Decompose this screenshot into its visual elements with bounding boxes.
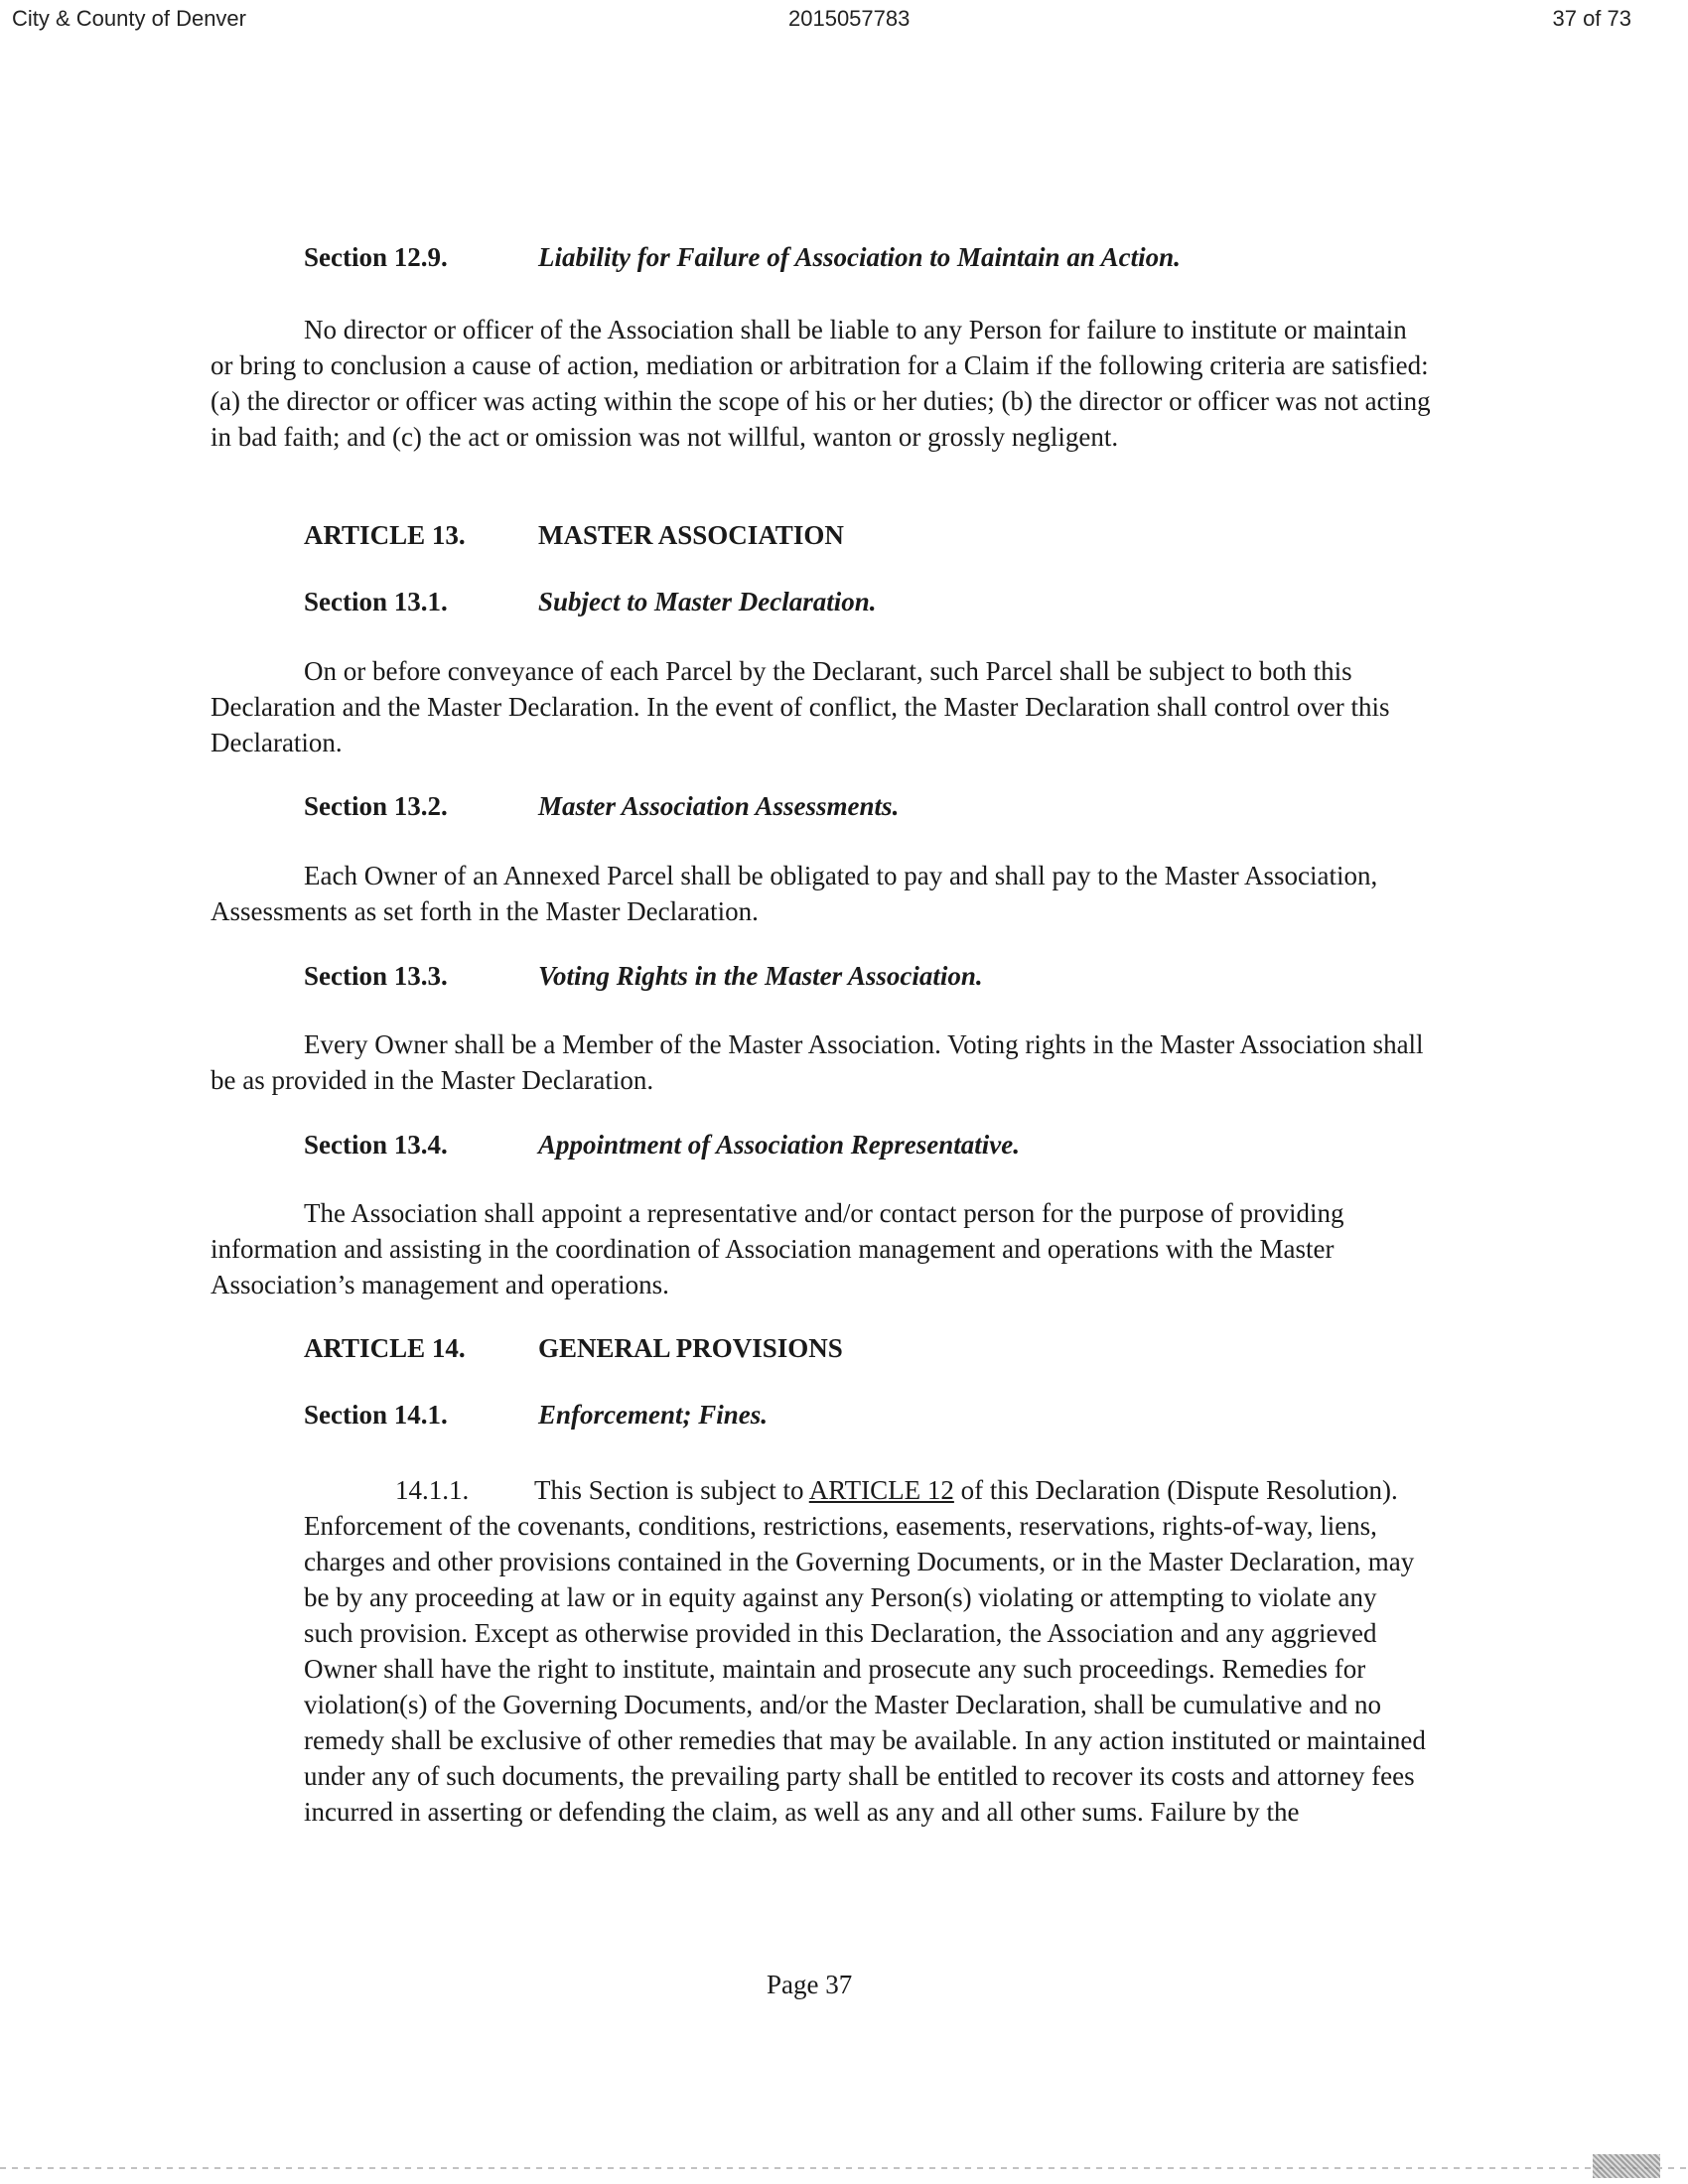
section-13-4-paragraph: The Association shall appoint a representative and/or contact person for the purpose of providing information and assisting in the coordination of Association management and operations with the Master Association’s management and operations. [211,1198,1344,1299]
article-title: GENERAL PROVISIONS [538,1333,843,1363]
section-12-9-paragraph: No director or officer of the Association shall be liable to any Person for failure to institute or maintain or bring to conclusion a cause of action, mediation or arbitration for a Claim if the following criteria are satisfied: (a) the director or officer was acting within the scope of his or her duties; (b) the director or officer was not acting in bad faith; and (c) the act or omission was not willful, wanton or grossly negligent. [211,315,1431,452]
article-number: ARTICLE 13. [304,520,466,550]
section-title: Voting Rights in the Master Association. [538,961,983,991]
article-number: ARTICLE 14. [304,1333,466,1363]
section-13-2-paragraph: Each Owner of an Annexed Parcel shall be obligated to pay and shall pay to the Master Association, Assessments as set forth in the Master Declaration. [211,861,1378,926]
section-number: Section 13.4. [304,1130,448,1160]
scan-artifact-line [0,2167,1688,2169]
subsection-text-after: of this Declaration (Dispute Resolution). Enforcement of the covenants, conditions, restrictions, easements, reservations, rights-of-way, liens, charges and other provisions contained in the Governing Documents, or in the Master Declaration, may be by any proceeding at law or in equity against any Person(s) violating or attempting to violate any such provision. Except as otherwise provided in this Declaration, the Association and any aggrieved Owner shall have the right to institute, maintain and prosecute any such proceedings. Remedies for violation(s) of the Governing Documents, and/or the Master Declaration, shall be cumulative and no remedy shall be exclusive of other remedies that may be available. In any action instituted or maintained under any of such documents, the prevailing party shall be entitled to recover its costs and attorney fees incurred in asserting or defending the claim, as well as any and all other sums. Failure by the [304,1475,1426,1827]
section-number: Section 13.2. [304,791,448,821]
section-number: Section 14.1. [304,1400,448,1430]
section-number: Section 13.1. [304,587,448,616]
section-13-4-heading [304,1130,1020,1160]
article-14-heading [304,1333,843,1364]
section-13-1-heading [304,587,877,617]
section-title: Subject to Master Declaration. [538,587,877,616]
section-14-1-heading [304,1400,768,1431]
section-13-2-heading [304,791,899,822]
section-13-1-paragraph: On or before conveyance of each Parcel by the Declarant, such Parcel shall be subject to both this Declaration and the Master Declaration. In the event of conflict, the Master Declaration shall control over this Declaration. [211,656,1390,757]
header-reception-number: 2015057783 [788,6,911,31]
header-jurisdiction: City & County of Denver [12,6,246,31]
article-12-cross-reference[interactable]: ARTICLE 12 [808,1475,954,1505]
section-title: Appointment of Association Representative. [538,1130,1021,1160]
section-title: Master Association Assessments. [538,791,900,821]
section-title: Enforcement; Fines. [538,1400,769,1430]
section-title: Liability for Failure of Association to Maintain an Action. [538,242,1181,272]
scan-artifact-patch [1593,2154,1660,2178]
article-13-heading [304,520,844,551]
section-number: Section 12.9. [304,242,448,272]
header-page-count: 37 of 73 [1552,6,1631,31]
page-number-footer: Page 37 [767,1970,853,1999]
section-number: Section 13.3. [304,961,448,991]
section-12-9-heading [304,242,1181,273]
subsection-number: 14.1.1. [395,1475,470,1505]
section-13-3-paragraph: Every Owner shall be a Member of the Master Association. Voting rights in the Master Association shall be as provided in the Master Declaration. [211,1029,1424,1095]
subsection-text-before: This Section is subject to [534,1475,809,1505]
article-title: MASTER ASSOCIATION [538,520,844,550]
subsection-14-1-1-paragraph [304,1472,1432,1830]
section-13-3-heading [304,961,983,992]
